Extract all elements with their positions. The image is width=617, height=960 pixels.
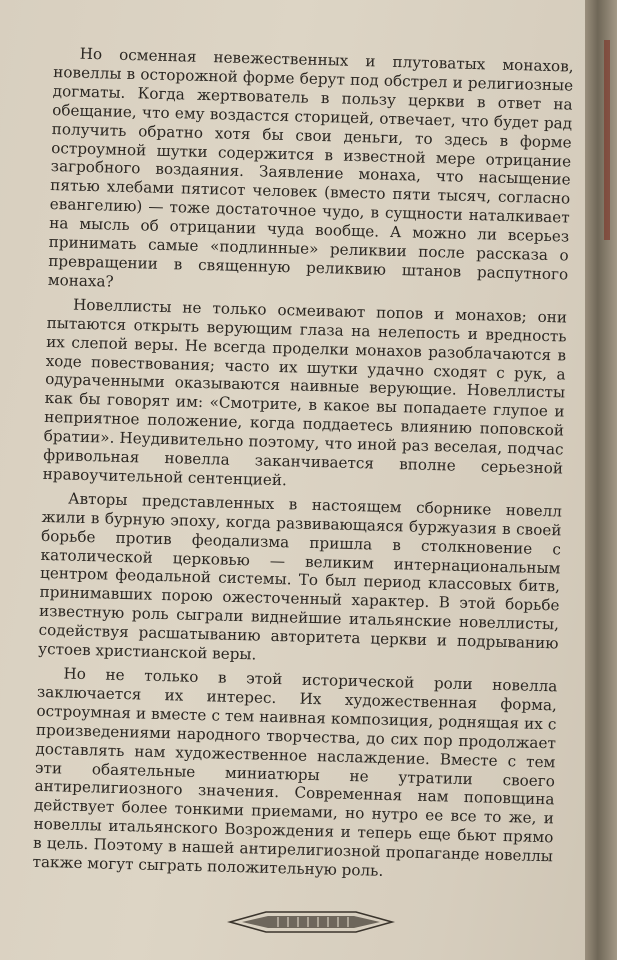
decorative-tailpiece-icon — [226, 905, 396, 939]
paragraph-1: Но осменная невежественных и плутоватых монахов, новеллы в осторожной форме берут под обстрел и религиозные догматы. Когда жертвователь в пользу церкви в ответ на обещание, что ему воздастся сторицей, отвечает, что будет рад получить обратно хотя бы свои деньги, то здесь в форме остроумной шутки содержится в известной мере отрицание загробного воздаяния. Заявление монаха, что насыщение пятью хлебами пятисот человек (вместо пяти тысяч, согласно евангелию) — тоже достаточное чудо, в сущности наталкивает на мысль об отрицании чуда вообще. А можно ли всерьез принимать самые «подлинные» реликвии после рассказа о превращении в священную реликвию штанов распутного монаха? — [47, 44, 574, 291]
adjacent-page-edge — [585, 0, 617, 960]
body-text — [32, 44, 574, 890]
paragraph-4: Но не только в этой исторической роли новелла заключается их интерес. Их художественная форма, остроумная и вместе с тем наивная композиция, роднящая их с произведениями народного творчества, до сих пор продолжает доставлять нам художественное наслаждение. Вместе с тем эти обаятельные миниатюры не утратили своего антирелигиозного значения. Современная нам поповщина действует более тонкими приемами, но нутро ее все то же, и новеллы итальянского Возрождения и теперь еще бьют прямо в цель. Поэтому в нашей антирелигиозной пропаганде новеллы также могут сыграть положительную роль. — [32, 664, 558, 880]
paragraph-2: Новеллисты не только осмеивают попов и монахов; они пытаются открыть верующим глаза на нелепость и вредность их слепой веры. Не всегда проделки монахов разоблачаются в ходе повествования; часто их шутки удачно сходят с рук, а одураченными оказываются наивные верующие. Новеллисты как бы говорят им: «Смотрите, в какое вы попадаете глупое и неприятное положение, когда поддаетесь влиянию поповской братии». Неудивительно поэтому, что иной раз веселая, подчас фривольная новелла заканчивается вполне серьезной нравоучительной сентенцией. — [42, 295, 568, 490]
book-spine-mark — [604, 40, 610, 240]
paragraph-3: Авторы представленных в настоящем сборнике новелл жили в бурную эпоху, когда развивающаяся буржуазия в своей борьбе против феодализма пришла в столкновение с католической церковью — великим интернациональным центром феодальной системы. То был период классовых битв, принимавших порою ожесточенный характер. В этой борьбе известную роль сыграли виднейшие итальянские новеллисты, содействуя расшатыванию авторитета церкви и подрыванию устоев христианской веры. — [37, 489, 563, 664]
